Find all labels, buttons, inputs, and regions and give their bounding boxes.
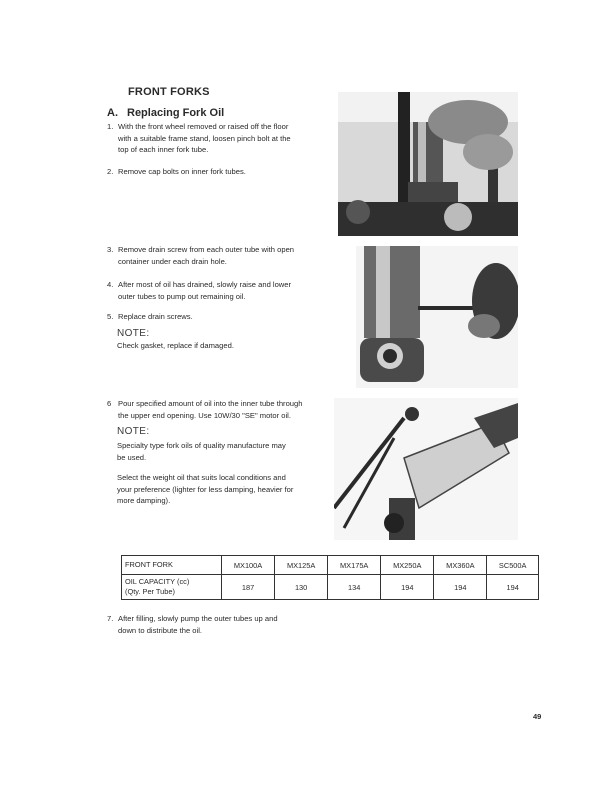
model-cell: MX100A [222,556,275,575]
section-title: Replacing Fork Oil [127,107,225,119]
step-2 [107,166,327,180]
step-line: Remove cap bolts on inner fork tubes. [118,167,246,176]
step-4 [107,279,327,303]
capacity-cell: 194 [381,575,434,600]
page-title: FRONT FORKS [128,86,210,98]
table-row [122,575,539,600]
step-number: 6 [107,399,112,408]
table-row [122,556,539,575]
step-line: Remove drain screw from each outer tube with open [118,245,295,254]
note-line: be used. [117,452,147,462]
photo-drain-screw [356,246,518,388]
photo-pouring-oil [334,398,518,540]
note-text [117,440,286,463]
step-line: After most of oil has drained, slowly raise and lower [118,280,292,289]
model-cell: SC500A [487,556,539,575]
model-cell: MX360A [434,556,487,575]
step-5 [107,311,327,325]
step-line: With the front wheel removed or raised off the floor [118,122,289,131]
label-line: OIL CAPACITY (cc) [125,577,190,586]
step-line: container under each drain hole. [118,256,227,266]
photo-fork-cap-bolt [338,92,518,236]
section-letter: A. [107,107,118,119]
note-paragraph [117,472,293,507]
step-line: outer tubes to pump out remaining oil. [118,291,246,301]
page-number: 49 [533,712,542,721]
note-line: more damping). [117,496,171,505]
step-line: down to distribute the oil. [118,625,203,635]
step-line: with a suitable frame stand, loosen pinch bolt at the [118,133,291,143]
step-number: 7. [107,614,114,623]
note-heading: NOTE: [117,328,150,339]
step-1 [107,121,327,157]
step-line: Pour specified amount of oil into the inner tube through [118,399,303,408]
note-line: Select the weight oil that suits local conditions and [117,473,286,482]
label-line: (Qty. Per Tube) [125,587,175,596]
capacity-cell: 130 [275,575,328,600]
model-cell: MX250A [381,556,434,575]
step-number: 4. [107,280,114,289]
step-6 [107,398,332,422]
model-cell: MX175A [328,556,381,575]
table-row-label [122,575,222,600]
note-text: Check gasket, replace if damaged. [117,341,234,350]
step-number: 5. [107,312,114,321]
capacity-cell: 194 [434,575,487,600]
note-line: your preference (lighter for less damping, heavier for [117,484,294,494]
capacity-cell: 134 [328,575,381,600]
step-3 [107,244,327,268]
table-header-label: FRONT FORK [122,556,222,575]
step-number: 3. [107,245,114,254]
step-line: top of each inner fork tube. [118,145,209,154]
section-heading [107,107,224,119]
step-7 [107,613,327,637]
step-line: Replace drain screws. [118,312,193,321]
step-number: 2. [107,167,114,176]
capacity-cell: 187 [222,575,275,600]
oil-capacity-table [121,555,539,600]
note-heading: NOTE: [117,426,150,437]
capacity-cell: 194 [487,575,539,600]
step-line: the upper end opening. Use 10W/30 "SE" motor oil. [118,410,291,420]
step-line: After filling, slowly pump the outer tubes up and [118,614,278,623]
note-line: Specialty type fork oils of quality manufacture may [117,441,286,450]
model-cell: MX125A [275,556,328,575]
step-number: 1. [107,122,114,131]
